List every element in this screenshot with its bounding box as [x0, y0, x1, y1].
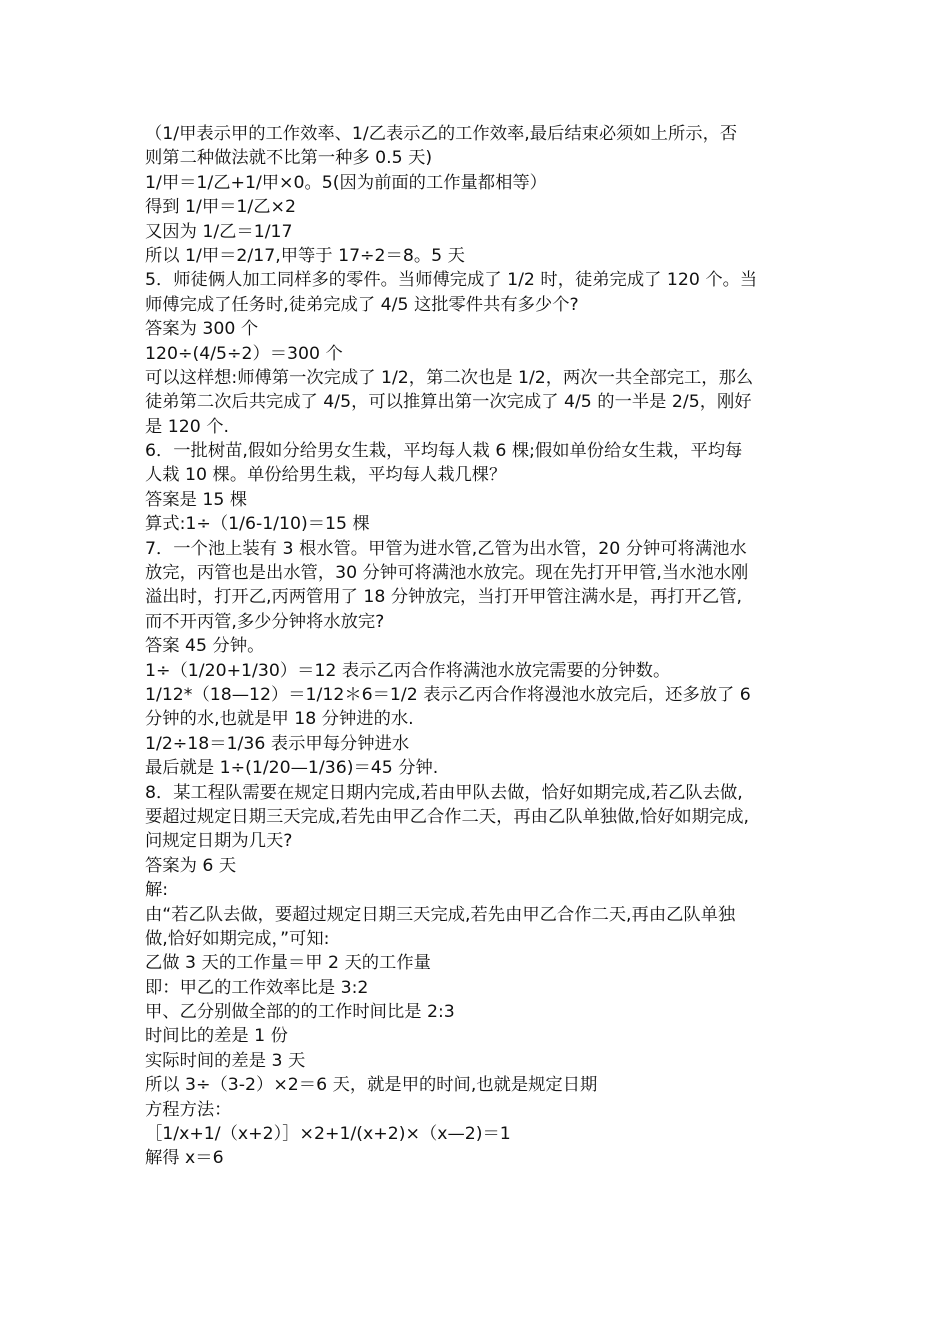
equation-line: ［1/x+1/（x+2）］×2+1/(x+2)×（x—2)＝1 [145, 1124, 511, 1145]
text-line: 最后就是 1÷(1/20—1/36)＝45 分钟. [145, 758, 439, 779]
text-line: 做,恰好如期完成，”可知: [145, 928, 330, 949]
text-line: 则第二种做法就不比第一种多 0.5 天) [145, 148, 433, 169]
text-line: 解得 x＝6 [145, 1148, 224, 1169]
text-line: 1/2÷18＝1/36 表示甲每分钟进水 [145, 733, 410, 754]
problem-6-line: 人栽 10 棵。单份给男生栽，平均每人栽几棵？ [145, 465, 507, 486]
text-line: 所以 1/甲＝2/17,甲等于 17÷2＝8。5 天 [145, 245, 465, 266]
answer-line: 答案 45 分钟。 [145, 636, 265, 657]
problem-8-line: 8．某工程队需要在规定日期内完成,若由甲队去做，恰好如期完成,若乙队去做, [145, 782, 743, 803]
text-line: 甲、乙分别做全部的的工作时间比是 2:3 [145, 1002, 455, 1023]
answer-line: 答案是 15 棵 [145, 489, 248, 510]
document-page [145, 122, 835, 1171]
text-line: 1/12*（18—12）＝1/12＊6＝1/2 表示乙丙合作将漫池水放完后，还多放了 6 [145, 684, 751, 705]
text-line: 是 120 个. [145, 416, 230, 437]
text-line: 所以 3÷（3-2）×2＝6 天，就是甲的时间,也就是规定日期 [145, 1075, 598, 1096]
problem-7-line: 放完，丙管也是出水管，30 分钟可将满池水放完。现在先打开甲管,当水池水刚 [145, 563, 749, 584]
text-line: 120÷(4/5÷2）＝300 个 [145, 343, 343, 364]
text-line: 可以这样想:师傅第一次完成了 1/2，第二次也是 1/2，两次一共全部完工，那么 [145, 367, 754, 388]
problem-8-line: 问规定日期为几天? [145, 831, 293, 852]
problem-6-line: 6．一批树苗,假如分给男女生栽，平均每人栽 6 棵;假如单份给女生栽，平均每 [145, 441, 743, 462]
text-line: 算式:1÷（1/6-1/10)＝15 棵 [145, 514, 370, 535]
text-line: 又因为 1/乙＝1/17 [145, 221, 293, 242]
text-line: 时间比的差是 1 份 [145, 1026, 288, 1047]
text-line: 徒弟第二次后共完成了 4/5，可以推算出第一次完成了 4/5 的一半是 2/5，刚好 [145, 392, 752, 413]
text-line: 分钟的水,也就是甲 18 分钟进的水. [145, 709, 414, 730]
text-line: 1÷（1/20+1/30）＝12 表示乙丙合作将满池水放完需要的分钟数。 [145, 660, 671, 681]
answer-line: 答案为 6 天 [145, 855, 237, 876]
problem-8-line: 要超过规定日期三天完成,若先由甲乙合作二天，再由乙队单独做,恰好如期完成, [145, 806, 750, 827]
problem-5-line: 师傅完成了任务时,徒弟完成了 4/5 这批零件共有多少个? [145, 294, 579, 315]
problem-5-line: 5．师徒俩人加工同样多的零件。当师傅完成了 1/2 时，徒弟完成了 120 个。当 [145, 270, 758, 291]
text-line: 乙做 3 天的工作量＝甲 2 天的工作量 [145, 953, 431, 974]
problem-7-line: 溢出时，打开乙,丙两管用了 18 分钟放完，当打开甲管注满水是，再打开乙管, [145, 587, 742, 608]
problem-7-line: 而不开丙管,多少分钟将水放完? [145, 611, 385, 632]
text-line: 由“若乙队去做，要超过规定日期三天完成,若先由甲乙合作二天,再由乙队单独 [145, 904, 736, 925]
text-line: 即：甲乙的工作效率比是 3:2 [145, 977, 369, 998]
problem-7-line: 7．一个池上装有 3 根水管。甲管为进水管,乙管为出水管，20 分钟可将满池水 [145, 538, 747, 559]
text-line: 1/甲＝1/乙+1/甲×0。5(因为前面的工作量都相等） [145, 172, 547, 193]
text-line: （1/甲表示甲的工作效率、1/乙表示乙的工作效率,最后结束必须如上所示，否 [145, 124, 738, 144]
answer-line: 答案为 300 个 [145, 319, 259, 340]
text-line: 得到 1/甲＝1/乙×2 [145, 197, 297, 218]
text-line: 解: [145, 880, 169, 901]
text-line: 实际时间的差是 3 天 [145, 1050, 306, 1071]
text-line: 方程方法： [145, 1099, 232, 1120]
